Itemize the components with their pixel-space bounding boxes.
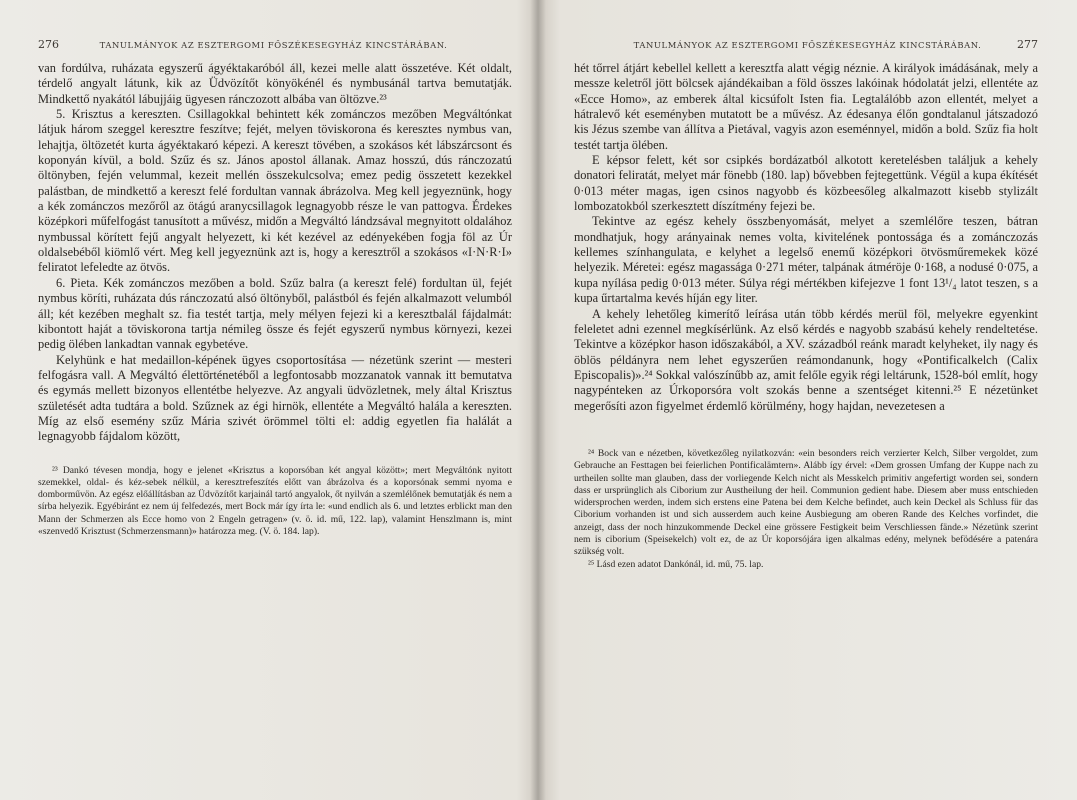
book-gutter-shadow (530, 0, 546, 800)
right-page-number: 277 (1016, 38, 1038, 51)
paragraph: Kelyhünk e hat medaillon-képének ügyes csoportosítása — nézetünk szerint — mesteri felfogásra vall. A Megváltó élettörténetéből a legfontosabb mozzanatok vannak itt bemutatva és egymás mellett bizonyos ellentétbe helyezve. Az angyali üdvözletnek, mely által Krisztus születését adta tudtára a bold. Szűznek az égi hirnök, ellentéte a Megváltó halála a kereszten. Míg az első esemény szűz Mária szivét örömmel tölti el: addig egyetlen fia halálát a legnagyobb fájdalom között, (38, 352, 512, 444)
paragraph: A kehely lehetőleg kimerítő leírása után több kérdés merül föl, melyekre egyenkint feleletet adni ezennel megkísérlünk. Az első kérdés e nagyobb szabású kehely rendeltetése. Tekintve a középkor hason időszakából, a XV. századból reánk maradt kelyheket, ily nagy és öblös példányra nem lehet egyszerűen reámondanunk, hogy «Pontificalkelch (Calix Episcopalis)».²⁴ Sokkal valószínűbb az, amit felőle egyik régi leltárunk, 1528-ból említ, hogy nagypénteken az Úrkoporsóra volt szokás benne a szentséget kitenni.²⁵ E nézetünket megerősíti azon figyelmet érdemlő körülmény, hogy hajdan, nevezetesen a (574, 306, 1038, 413)
right-header-title: TANULMÁNYOK AZ ESZTERGOMI FŐSZÉKESEGYHÁZ KINCSTÁRÁBAN. (633, 40, 982, 50)
footnote: ²⁵ Lásd ezen adatot Dankónál, id. mű, 75. lap. (588, 558, 764, 570)
paragraph: hét tőrrel átjárt kebellel kellett a keresztfa alatt végig néznie. A királyok imádásának, mely a messze keletről jött bölcsek ajándékaiban a föld összes lakóinak hódolatát jelzi, ellentéte az «Ecce Homo», az emberek által kicsúfolt Isten fia. Legtalálóbb azon ellentét, melyet a hátralevő két eseményben mutatott be a művész. Az édesanya élőn gondtalanul játszadozó kis Jézus szembe van állítva a Pietával, vagyis azon eseménnyel, midőn a bold. Szűz fia holt testét tartja ölében. (574, 61, 1038, 152)
left-page-number: 276 (38, 38, 59, 51)
paragraph: 5. Krisztus a kereszten. Csillagokkal behintett kék zománczos mezőben Megváltónkat látjuk három szeggel keresztre feszítve; fejét, melyen töviskorona és keresztes nymbus van, lehajtja, öltözetét kurta ágyéktakaró képezi. A kereszt tövében, a szokásos két lábszárcsont és koponyán kívül, a bold. Szűz és sz. János apostol állanak. Amaz hosszú, dús ránczozatú öltönyben, fején velummal, kezeit mellén összekulcsolva; emez pedig összetett kezekkel palástban, de mindkettő a kereszt felé fordultan vannak ábrázolva. Meg kell jegyeznünk, hogy a kék zománczos mezőről az ötágú aranycsillagok legnagyobb része le van pattogva. Érdekes középkori műfelfogást tanusított a művész, midőn a Megváltó lándzsával megnyitott oldalához nymbussal körített fejű angyalt helyezett, ki két kezével az edényekében fogja föl az Úr oldalsebéből kiömlő vért. Meg kell jegyeznünk azt is, hogy a keresztről a szokásos «I·N·R·I» feliratot lefeledte az ötvös. (38, 107, 512, 275)
footnote: ²³ Dankó tévesen mondja, hogy e jelenet «Krisztus a koporsóban két angyal között»; mert Megváltónk nyitott szemekkel, oldal- és kéz-sebek nélkül, a keresztrefeszítés előtt van ábrázolva és a koporsónak semmi nyoma e domborművön. Az egész előállításban az Üdvözítőt karjainál tartó angyalok, őt nyilván a szemlélőnek bemutatják és nem a sírba helyezik. Egyébiránt ez nem új felfedezés, mert Bock már így írta le: «und endlich als 6. und letztes erblickt man den Mann der Schmerzen als Ecce homo von 2 Engeln getragen» (v. ö. id. mű, 122. lap), valamint Henszlmann is, mint «szenvedő Krisztust (Schmerzensmann)» határozza meg. (V. ö. 184. lap). (38, 464, 512, 538)
paragraph: E képsor felett, két sor csipkés bordázatból alkotott keretelésben találjuk a kehely donatori feliratát, melyet már fönebb (180. lap) bővebben fejtegettünk. Végül a kupa ékítését 0·013 méter magas, igen csinos nagyobb és közbeesőleg alkalmazott kisebb stylizált lombozatokból szerkesztett díszítmény fejezi be. (574, 153, 1038, 214)
left-body-text (38, 61, 512, 445)
right-running-head (574, 38, 1038, 51)
paragraph: 6. Pieta. Kék zománczos mezőben a bold. Szűz balra (a kereszt felé) fordultan ül, fejét nymbus köríti, ruházata dús ránczozatú alsó öltönyből, palástból és fején alkalmazott velumból áll; két kezében meghalt sz. fia testét tartja, mely mélyen fejezi ki a keresztbalál fájdalmát: kibontott haját a töviskorona tartja némileg össze és fejét egyszerű nymbus környezi, kezei pedig ölében lankadtan vannak egybetéve. (38, 275, 512, 352)
left-header-title: TANULMÁNYOK AZ ESZTERGOMI FŐSZÉKESEGYHÁZ KINCSTÁRÁBAN. (99, 40, 448, 50)
right-page (538, 0, 1076, 800)
right-body-text (574, 61, 1038, 414)
left-footnotes (38, 465, 512, 539)
right-footnotes (574, 448, 1038, 571)
footnote: ²⁴ Bock van e nézetben, következőleg nyilatkozván: «ein besonders reich verzierter Kelch, Silber vergoldet, zum Gebrauche an Festtagen bei feierlichen Pontificalämtern». Alább így érvel: «Dem grossen Umfang der Kuppe nach zu urtheilen sollte man glauben, dass der vorliegende Kelch nicht als Messkelch primitiv angefertigt worden sei, sondern dass er ursprünglich als Ciborium zur Austheilung der heil. Communion gedient habe. Diesem aber muss entschieden widersprochen werden, indem sich erstens eine Patena bei dem Kelche befindet, auch kein Deckel als Schluss für das Ciborium vorhanden ist und sich ausserdem auch keine Ausbiegung am oberen Rande des Kelches vorfindet, die anzeigt, dass der noch hinzukommende Deckel eine grössere Festigkeit beim Verschliessen fände.» Nézetünk szerint nem is ciborium (Speisekelch) volt ez, de az Úr koporsójára igen alkalmas edény, melynek befödésére a patenára szükség volt. (574, 447, 1038, 558)
paragraph: Tekintve az egész kehely összbenyomását, melyet a szemlélőre teszen, bátran mondhatjuk, hogy arányainak nemes volta, kivitelének pontossága és a zománczozás kellemes színhangulata, e kelyhet a legelső enemű középkori ötvösműremekek közé helyezik. Méretei: egész magassága 0·271 méter, talpának átméröje 0·168, a nodusé 0·075, a kupa nyílása pedig 0·013 méter. Súlya régi mértékben kifejezve 1 font 13¹/₄ latot teszen, s a kupa űrtartalma kevés híján egy liter. (574, 214, 1038, 306)
left-running-head (38, 38, 512, 51)
paragraph: van fordúlva, ruházata egyszerű ágyéktakaróból áll, kezei melle alatt összetéve. Két oldalt, térdelő angyalt látunk, kik az Üdvözítőt könyökénél és nymbusánál tartva bemutatják. Mindkettő nyakától lábujjáig ügyesen ránczozott albába van öltözve.²³ (38, 61, 512, 106)
left-page (0, 0, 538, 800)
